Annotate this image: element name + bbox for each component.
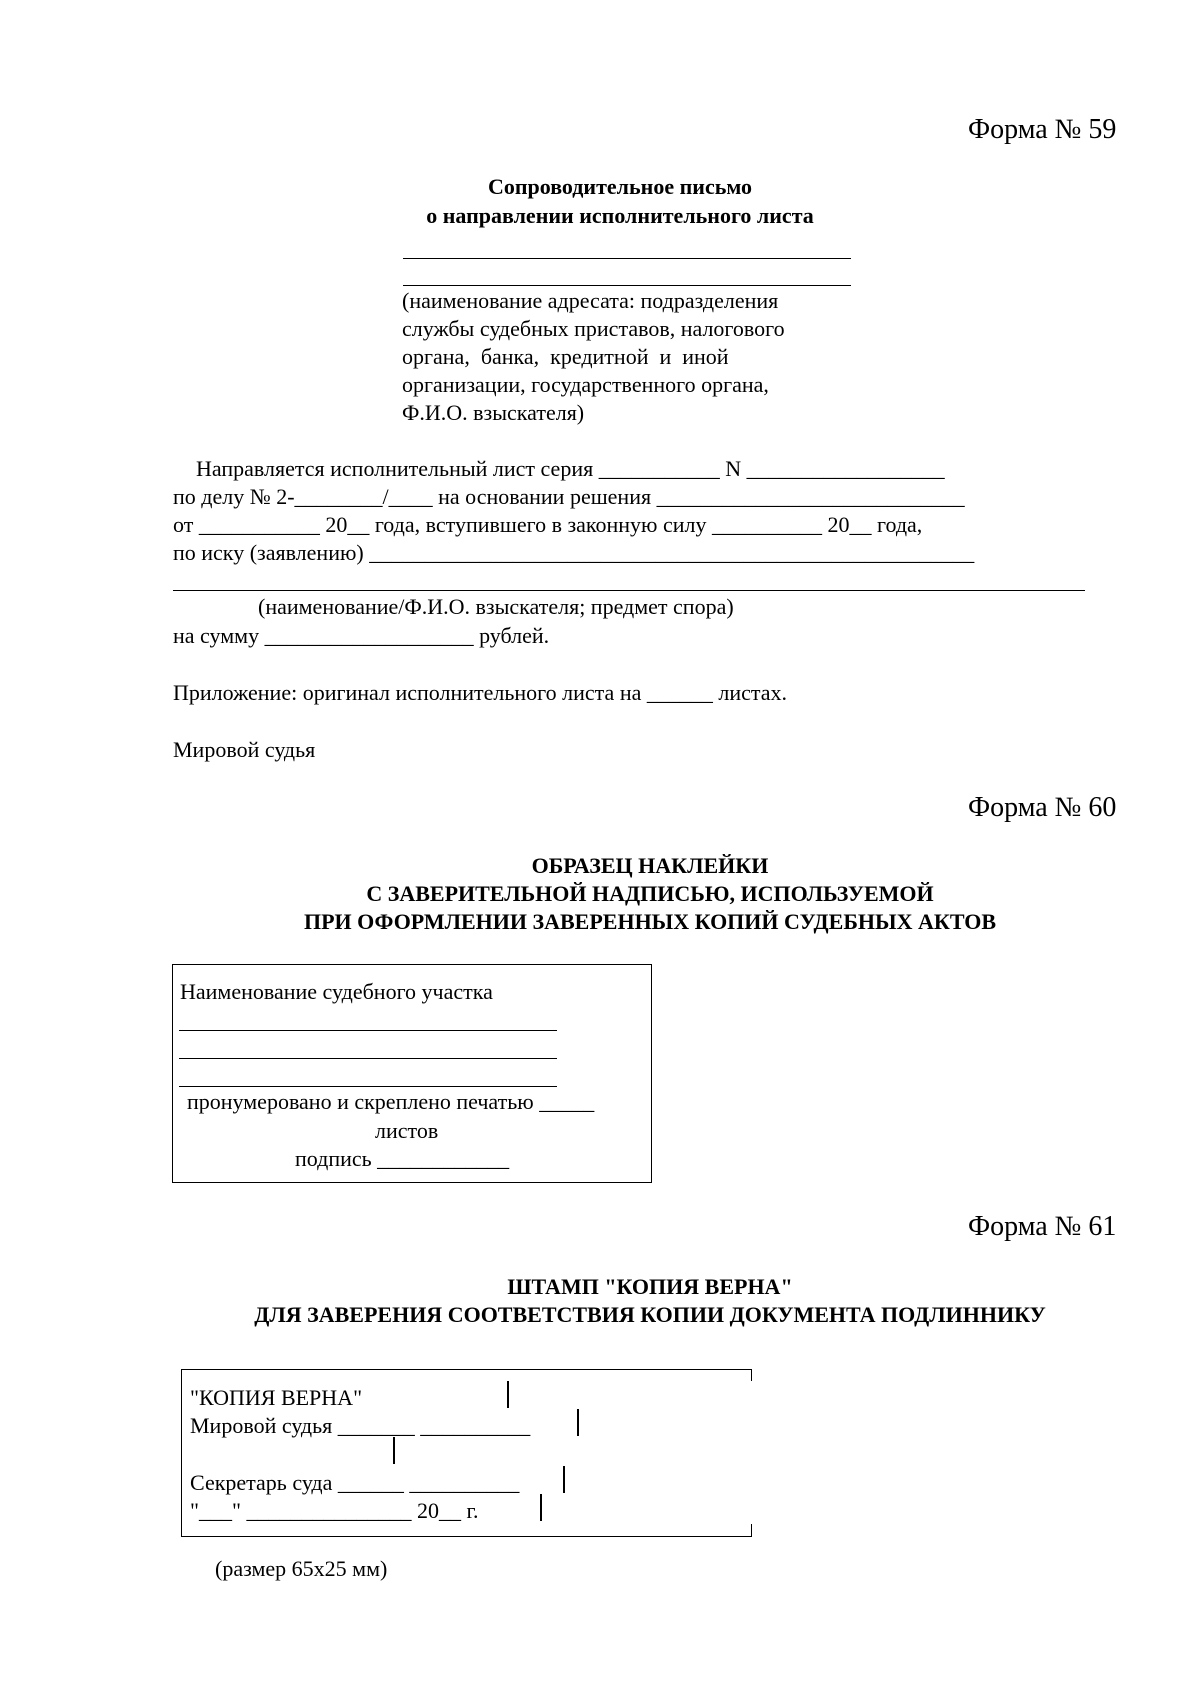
- stamp-judge-line: Мировой судья _______ __________: [190, 1413, 531, 1438]
- stamp-date-line: "___" _______________ 20__ г.: [190, 1498, 479, 1523]
- addressee-caption-line-5: Ф.И.О. взыскателя): [402, 400, 585, 425]
- stamp-tick-2: [577, 1409, 579, 1436]
- addressee-blank-line-2: [403, 285, 851, 286]
- certification-sticker: [172, 964, 652, 1183]
- addressee-caption-line-3: органа, банка, кредитной и иной: [402, 344, 729, 369]
- stamp-size-note: (размер 65x25 мм): [215, 1556, 388, 1581]
- sticker-court-name: Наименование судебного участка: [180, 979, 493, 1004]
- form-59-title-line-1: Сопроводительное письмо: [487, 174, 753, 199]
- stamp-tick-5: [540, 1494, 542, 1521]
- addressee-blank-line-1: [403, 258, 851, 259]
- stamp-copy-correct: "КОПИЯ ВЕРНА": [190, 1385, 363, 1410]
- sticker-numbered-text: пронумеровано и скреплено печатью _____: [187, 1089, 595, 1114]
- form-59-title-line-2: о направлении исполнительного листа: [426, 203, 814, 228]
- stamp-left-edge: [181, 1369, 182, 1537]
- letter-body-line-4: по иску (заявлению) _______________________________________________________: [173, 540, 975, 565]
- letter-body-line-2: по делу № 2-________/____ на основании решения ____________________________: [173, 484, 965, 509]
- stamp-tick-3: [393, 1437, 395, 1464]
- form-59-label: Форма № 59: [968, 114, 1117, 145]
- attachment-line: Приложение: оригинал исполнительного листа на ______ листах.: [173, 680, 788, 705]
- stamp-secretary-line: Секретарь суда ______ __________: [190, 1470, 520, 1495]
- addressee-caption-line-1: (наименование адресата: подразделения: [402, 288, 779, 313]
- claimant-caption: (наименование/Ф.И.О. взыскателя; предмет спора): [258, 594, 734, 619]
- sticker-blank-line-2: [179, 1058, 557, 1059]
- form-61-label: Форма № 61: [968, 1211, 1117, 1242]
- stamp-right-tick-top: [751, 1369, 752, 1381]
- form-61-title-line-2: ДЛЯ ЗАВЕРЕНИЯ СООТВЕТСТВИЯ КОПИИ ДОКУМЕНТА ПОДЛИННИКУ: [254, 1302, 1046, 1327]
- sticker-blank-line-3: [179, 1086, 557, 1087]
- addressee-caption-line-4: организации, государственного органа,: [402, 372, 769, 397]
- letter-body-line-1: Направляется исполнительный лист серия ___________ N __________________: [196, 456, 945, 481]
- judge-signature-label: Мировой судья: [173, 737, 316, 762]
- stamp-top-edge: [181, 1369, 752, 1370]
- stamp-right-tick-bottom: [751, 1524, 752, 1536]
- form-61-title-line-1: ШТАМП "КОПИЯ ВЕРНА": [507, 1274, 793, 1299]
- letter-body-line-3: от ___________ 20__ года, вступившего в законную силу __________ 20__ года,: [173, 512, 923, 537]
- form-60-title-line-1: ОБРАЗЕЦ НАКЛЕЙКИ: [531, 853, 769, 878]
- addressee-caption-line-2: службы судебных приставов, налогового: [402, 316, 785, 341]
- stamp-tick-4: [563, 1466, 565, 1493]
- sticker-signature-text: подпись ____________: [295, 1146, 510, 1171]
- stamp-tick-1: [507, 1381, 509, 1408]
- claimant-blank-line: [173, 590, 1085, 591]
- form-60-title-line-2: С ЗАВЕРИТЕЛЬНОЙ НАДПИСЬЮ, ИСПОЛЬЗУЕМОЙ: [366, 881, 934, 906]
- sticker-sheets-text: листов: [375, 1118, 439, 1143]
- form-60-title-line-3: ПРИ ОФОРМЛЕНИИ ЗАВЕРЕННЫХ КОПИЙ СУДЕБНЫХ АКТОВ: [303, 909, 997, 934]
- sticker-blank-line-1: [179, 1030, 557, 1031]
- amount-line: на сумму ___________________ рублей.: [173, 623, 550, 648]
- form-60-label: Форма № 60: [968, 792, 1117, 823]
- stamp-bottom-edge: [181, 1536, 752, 1537]
